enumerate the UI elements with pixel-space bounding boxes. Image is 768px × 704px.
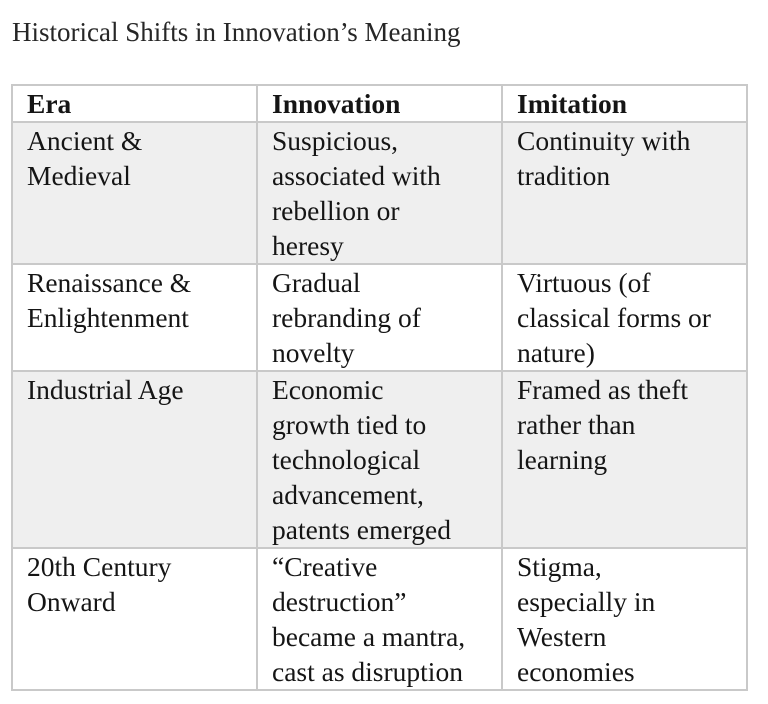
cell-line: cast as disruption xyxy=(272,656,463,687)
cell-line: Economic xyxy=(272,374,384,405)
cell-line: rebellion or xyxy=(272,195,400,226)
cell-line: Continuity with xyxy=(517,125,691,156)
cell-line: “Creative xyxy=(272,551,378,582)
cell-line: technological xyxy=(272,444,421,475)
era-cell xyxy=(12,122,257,264)
cell-line: associated with xyxy=(272,160,441,191)
table-row xyxy=(12,264,747,371)
cell-line: novelty xyxy=(272,337,355,368)
cell-line: heresy xyxy=(272,230,344,261)
cell-line: became a mantra, xyxy=(272,621,466,652)
cell-line: Industrial Age xyxy=(27,374,184,405)
imitation-cell xyxy=(502,548,747,690)
header-era: Era xyxy=(12,85,257,122)
table-row xyxy=(12,122,747,264)
header-innovation: Innovation xyxy=(257,85,502,122)
cell-line: 20th Century xyxy=(27,551,172,582)
cell-line: learning xyxy=(517,444,608,475)
table-header-row xyxy=(12,85,747,122)
innovation-cell xyxy=(257,548,502,690)
cell-line: economies xyxy=(517,656,635,687)
innovation-cell xyxy=(257,122,502,264)
innovation-cell xyxy=(257,371,502,548)
table-row xyxy=(12,371,747,548)
imitation-cell xyxy=(502,371,747,548)
header-imitation: Imitation xyxy=(502,85,747,122)
cell-line: Renaissance & xyxy=(27,267,192,298)
cell-line: patents emerged xyxy=(272,514,451,545)
cell-line: Gradual xyxy=(272,267,361,298)
era-cell xyxy=(12,371,257,548)
imitation-cell xyxy=(502,122,747,264)
cell-line: Stigma, xyxy=(517,551,602,582)
cell-line: Suspicious, xyxy=(272,125,399,156)
cell-line: especially in xyxy=(517,586,656,617)
cell-line: classical forms or xyxy=(517,302,711,333)
imitation-cell xyxy=(502,264,747,371)
innovation-history-table xyxy=(11,84,748,691)
era-cell xyxy=(12,264,257,371)
innovation-cell xyxy=(257,264,502,371)
table-row xyxy=(12,548,747,690)
era-cell xyxy=(12,548,257,690)
cell-line: Onward xyxy=(27,586,116,617)
cell-line: nature) xyxy=(517,337,595,368)
cell-line: destruction” xyxy=(272,586,407,617)
cell-line: Framed as theft xyxy=(517,374,689,405)
cell-line: Virtuous (of xyxy=(517,267,651,298)
cell-line: Medieval xyxy=(27,160,131,191)
cell-line: Ancient & xyxy=(27,125,143,156)
cell-line: tradition xyxy=(517,160,611,191)
table-caption: Historical Shifts in Innovation’s Meaning xyxy=(12,17,461,47)
cell-line: Western xyxy=(517,621,607,652)
cell-line: Enlightenment xyxy=(27,302,189,333)
cell-line: advancement, xyxy=(272,479,424,510)
cell-line: rather than xyxy=(517,409,636,440)
cell-line: rebranding of xyxy=(272,302,421,333)
cell-line: growth tied to xyxy=(272,409,427,440)
